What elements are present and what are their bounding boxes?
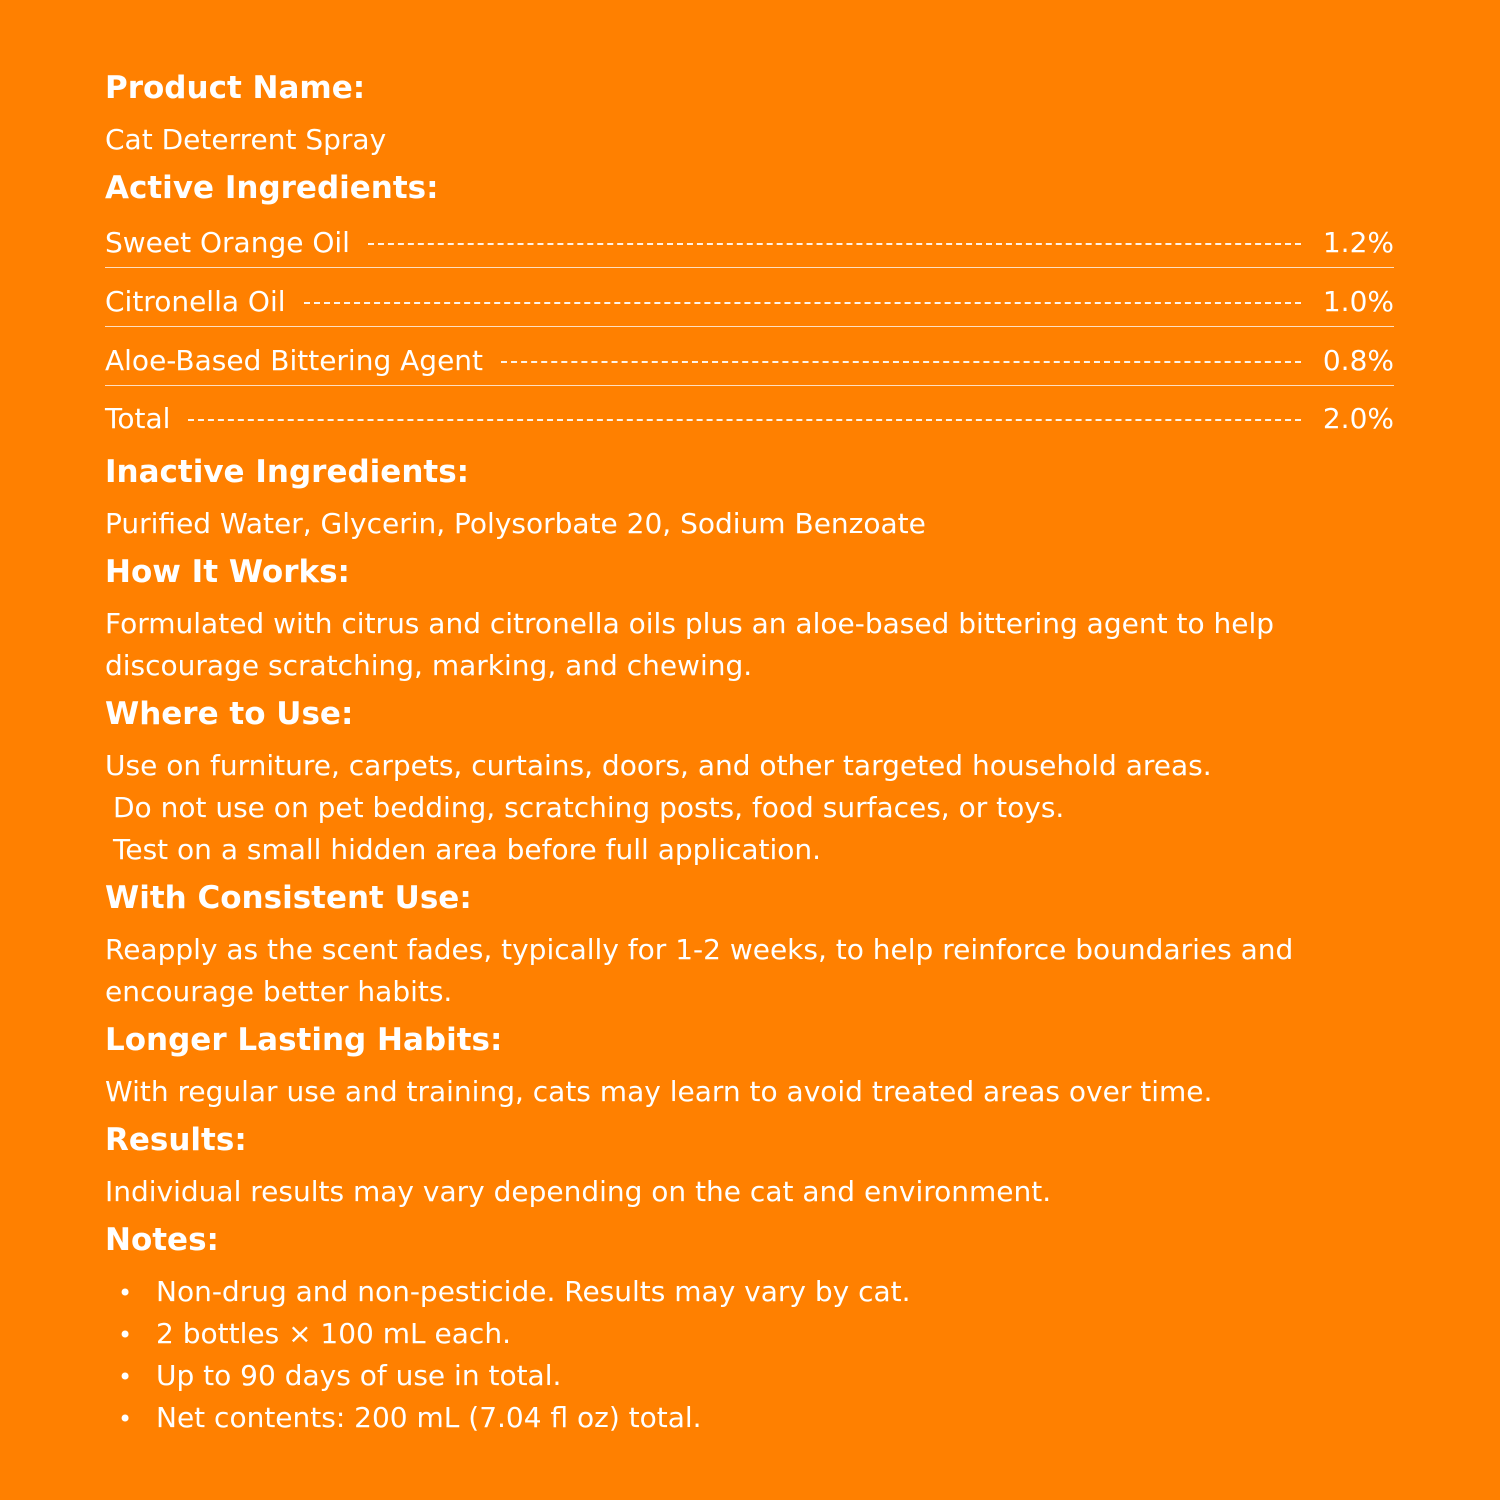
ingredient-percent: 0.8% <box>1322 344 1394 377</box>
bullet-icon: • <box>118 1279 133 1307</box>
notes-list-item <box>118 1271 911 1314</box>
ingredient-percent: 2.0% <box>1322 402 1394 435</box>
notes-list-item <box>118 1355 561 1398</box>
row-divider <box>105 385 1394 386</box>
bullet-icon: • <box>118 1363 133 1391</box>
results-heading: Results: <box>105 1122 247 1158</box>
how-it-works-line: discourage scratching, marking, and chewing. <box>105 649 753 682</box>
ingredient-name: Citronella Oil <box>105 285 286 318</box>
ingredient-row-citronella-oil <box>105 281 1394 323</box>
ingredient-row-sweet-orange-oil <box>105 222 1394 264</box>
consistent-use-line: Reapply as the scent fades, typically for 1-2 weeks, to help reinforce boundaries and <box>105 933 1294 966</box>
dotted-leader <box>368 243 1301 245</box>
ingredient-percent: 1.2% <box>1322 226 1394 259</box>
note-text: Non-drug and non-pesticide. Results may vary by cat. <box>156 1275 911 1308</box>
where-to-use-line: Use on furniture, carpets, curtains, doors, and other targeted household areas. <box>105 749 1212 782</box>
bullet-icon: • <box>118 1321 133 1349</box>
row-divider <box>105 326 1394 327</box>
consistent-use-heading: With Consistent Use: <box>105 880 472 916</box>
active-ingredients-heading: Active Ingredients: <box>105 170 439 206</box>
ingredient-name: Aloe-Based Bittering Agent <box>105 344 484 377</box>
notes-list-item <box>118 1397 702 1440</box>
how-it-works-line: Formulated with citrus and citronella oils plus an aloe-based bittering agent to help <box>105 607 1274 640</box>
ingredient-percent: 1.0% <box>1322 285 1394 318</box>
ingredient-row-total <box>105 398 1394 440</box>
dotted-leader <box>304 302 1301 304</box>
results-value: Individual results may vary depending on the cat and environment. <box>105 1175 1052 1208</box>
bullet-icon: • <box>118 1405 133 1433</box>
note-text: 2 bottles × 100 mL each. <box>156 1317 511 1350</box>
ingredient-row-aloe-bittering-agent <box>105 340 1394 382</box>
ingredient-name: Total <box>105 402 171 435</box>
where-to-use-line: Test on a small hidden area before full application. <box>113 833 822 866</box>
consistent-use-line: encourage better habits. <box>105 975 453 1008</box>
longer-lasting-heading: Longer Lasting Habits: <box>105 1022 503 1058</box>
longer-lasting-value: With regular use and training, cats may learn to avoid treated areas over time. <box>105 1075 1213 1108</box>
ingredient-name: Sweet Orange Oil <box>105 226 350 259</box>
row-divider <box>105 267 1394 268</box>
note-text: Up to 90 days of use in total. <box>156 1359 562 1392</box>
dotted-leader <box>188 419 1300 421</box>
where-to-use-heading: Where to Use: <box>105 696 354 732</box>
product-name-heading: Product Name: <box>105 70 366 106</box>
dotted-leader <box>501 361 1301 363</box>
where-to-use-line: Do not use on pet bedding, scratching posts, food surfaces, or toys. <box>113 791 1065 824</box>
how-it-works-heading: How It Works: <box>105 554 350 590</box>
product-name-value: Cat Deterrent Spray <box>105 123 387 156</box>
inactive-ingredients-value: Purified Water, Glycerin, Polysorbate 20, Sodium Benzoate <box>105 507 926 540</box>
notes-heading: Notes: <box>105 1222 219 1258</box>
inactive-ingredients-heading: Inactive Ingredients: <box>105 454 470 490</box>
notes-list-item <box>118 1313 511 1356</box>
note-text: Net contents: 200 mL (7.04 fl oz) total. <box>156 1401 702 1434</box>
